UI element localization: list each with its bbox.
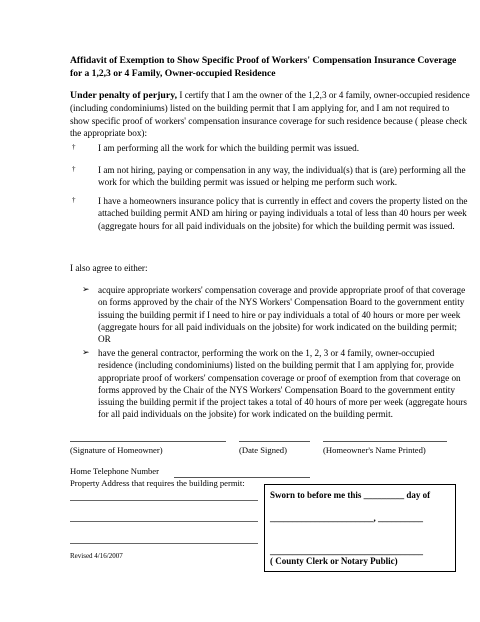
agreement-2-text: have the general contractor, performing the work on the 1, 2, 3 or 4 family, owner-occupied residence (including condominiums) listed on the building permit that I am applying for, provide appropriate proof of workers' compensation coverage or proof of exemption from that coverage on forms approved by the Chair of the NYS Workers' Compensation Board to the government entity issuing the building permit if the project takes a total of 40 hours of more per week (aggregate hours for all paid individuals on the jobsite) for work indicated on the building permit. bbox=[98, 348, 467, 420]
perjury-lead: Under penalty of perjury, bbox=[70, 90, 178, 101]
option-3-text: I have a homeowners insurance policy that is currently in effect and covers the property listed on the attached building permit AND am hiring or paying individuals a total of less than 40 hours per week (aggregate hours for all paid individuals on the jobsite) for which the building permit was issued. bbox=[98, 196, 468, 231]
arrow-bullet-icon: ➢ bbox=[82, 284, 90, 294]
option-2-text: I am not hiring, paying or compensation in any way, the individual(s) that is (are) performing all the work for which the building permit was issued or helping me perform such work. bbox=[98, 165, 466, 188]
perjury-statement bbox=[70, 89, 470, 139]
date-label: (Date Signed) bbox=[239, 445, 287, 455]
revised-date: Revised 4/16/2007 bbox=[70, 552, 123, 560]
day-blank[interactable]: _________ bbox=[363, 490, 405, 500]
arrow-bullet-icon: ➢ bbox=[82, 347, 90, 357]
checkbox-option-2[interactable]: † bbox=[72, 165, 76, 173]
checkbox-option-3[interactable]: † bbox=[72, 196, 76, 204]
option-1-text: I am performing all the work for which the building permit was issued. bbox=[98, 143, 360, 153]
notary-signature-line[interactable]: __________________________________ bbox=[270, 546, 423, 556]
perjury-text: I certify that I am the owner of the 1,2,3 or 4 family, owner-occupied residence (including condominiums) listed on the building permit that I am applying for, and I am not required to show specific proof of workers' compensation insurance coverage for such residence because ( please check the appropriate box): bbox=[70, 90, 470, 138]
property-address-line-2[interactable] bbox=[70, 521, 258, 522]
agreement-1-text: acquire appropriate workers' compensation coverage and provide appropriate proof of that coverage on forms approved by the chair of the NYS Workers' Compensation Board to the government entity issuing the building permit if I need to hire or pay individuals a total of 40 hours or more per week (aggregate hours for all paid individuals on the jobsite) for work indicated on the building permit; OR bbox=[98, 285, 466, 345]
property-address-line-3[interactable] bbox=[70, 543, 258, 544]
property-address-line-1[interactable] bbox=[70, 500, 258, 501]
day-of-label: day of bbox=[406, 490, 431, 500]
printed-name-line[interactable] bbox=[323, 441, 447, 442]
signature-label: (Signature of Homeowner) bbox=[70, 445, 163, 455]
date-line[interactable] bbox=[239, 441, 310, 442]
notary-label: ( County Clerk or Notary Public) bbox=[270, 556, 398, 566]
signature-line[interactable] bbox=[70, 441, 226, 442]
sworn-statement bbox=[270, 490, 430, 500]
document-title: Affidavit of Exemption to Show Specific Proof of Workers' Compensation Insurance Coverage for a 1,2,3 or 4 Family, Owner-occupied Residence bbox=[70, 55, 457, 79]
home-phone-label: Home Telephone Number bbox=[70, 466, 159, 476]
printed-name-label: (Homeowner's Name Printed) bbox=[323, 445, 426, 455]
notary-box bbox=[264, 484, 456, 572]
checkbox-option-1[interactable]: † bbox=[72, 143, 76, 151]
agree-heading: I also agree to either: bbox=[70, 263, 148, 273]
month-year-line[interactable]: _______________________, __________ bbox=[270, 513, 423, 523]
sworn-label: Sworn to before me this bbox=[270, 490, 362, 500]
property-address-label: Property Address that requires the building permit: bbox=[70, 478, 245, 488]
